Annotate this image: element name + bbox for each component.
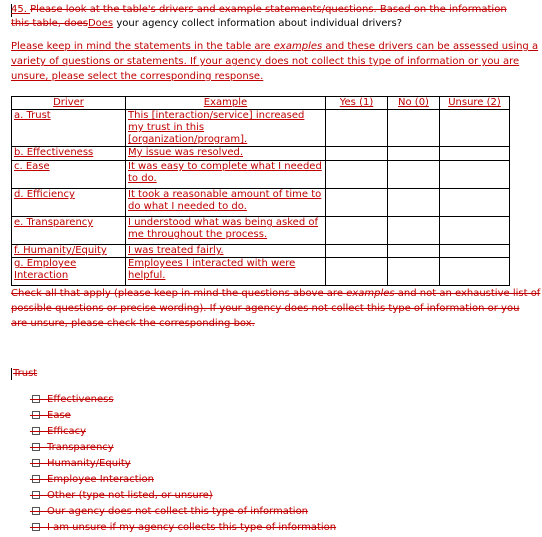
question-text-line2: this table, doesDoes your agency collect information about individual drivers? (11, 18, 403, 29)
no-response-cell[interactable] (388, 147, 440, 161)
header-unsure: Unsure (2) (440, 97, 510, 110)
yes-response-cell[interactable] (326, 147, 388, 161)
unsure-response-cell[interactable] (440, 161, 510, 189)
deleted-options-list (32, 391, 336, 535)
list-item (32, 519, 336, 535)
unsure-response-cell[interactable] (440, 245, 510, 258)
question-rest: your agency collect information about individual drivers? (113, 18, 403, 29)
deleted-trust-label: Trust (13, 368, 38, 379)
yes-response-cell[interactable] (326, 161, 388, 189)
text-cursor-2 (11, 368, 12, 380)
no-response-cell[interactable] (388, 189, 440, 217)
question-number: 45. (11, 4, 31, 15)
table-row (12, 245, 510, 258)
no-response-cell[interactable] (388, 110, 440, 147)
option-label: Transparency (47, 441, 114, 453)
yes-response-cell[interactable] (326, 110, 388, 147)
yes-response-cell[interactable] (326, 258, 388, 286)
deleted-instruction-line-3: are unsure, please check the corresponding box. (11, 318, 255, 329)
list-item (32, 439, 336, 455)
example-cell: My issue was resolved. (126, 147, 326, 161)
header-no: No (0) (388, 97, 440, 110)
checkbox-icon[interactable] (32, 443, 40, 451)
unsure-response-cell[interactable] (440, 217, 510, 245)
table-row (12, 258, 510, 286)
no-response-cell[interactable] (388, 258, 440, 286)
unsure-response-cell[interactable] (440, 189, 510, 217)
example-cell: It took a reasonable amount of time to do what I needed to do. (126, 189, 326, 217)
driver-cell: d. Efficiency (12, 189, 126, 217)
driver-cell: c. Ease (12, 161, 126, 189)
driver-table (11, 96, 510, 286)
table-header-row (12, 97, 510, 110)
checkbox-icon[interactable] (32, 411, 40, 419)
option-label: Efficacy (47, 425, 87, 437)
checkbox-icon[interactable] (32, 507, 40, 515)
table-row (12, 147, 510, 161)
checkbox-icon[interactable] (32, 427, 40, 435)
unsure-response-cell[interactable] (440, 110, 510, 147)
list-item (32, 487, 336, 503)
unsure-response-cell[interactable] (440, 258, 510, 286)
table-row (12, 189, 510, 217)
no-response-cell[interactable] (388, 217, 440, 245)
driver-cell: e. Transparency (12, 217, 126, 245)
option-label: Other (type not listed, or unsure) (47, 489, 213, 501)
table-row (12, 161, 510, 189)
yes-response-cell[interactable] (326, 217, 388, 245)
driver-cell: g. Employee Interaction (12, 258, 126, 286)
table-row (12, 110, 510, 147)
example-cell: I understood what was being asked of me throughout the process. (126, 217, 326, 245)
note-line-2: variety of questions or statements. If your agency does not collect this type of information or you are (11, 56, 520, 67)
example-cell: I was treated fairly. (126, 245, 326, 258)
checkbox-icon[interactable] (32, 459, 40, 467)
example-cell: It was easy to complete what I needed to do. (126, 161, 326, 189)
header-example: Example (126, 97, 326, 110)
yes-response-cell[interactable] (326, 245, 388, 258)
example-cell: Employees I interacted with were helpful. (126, 258, 326, 286)
yes-response-cell[interactable] (326, 189, 388, 217)
option-label: Employee Interaction (47, 473, 154, 485)
note-line-1: Please keep in mind the statements in the table are examples and these drivers can be assessed using a (11, 41, 539, 52)
question-deleted-text: Please look at the table's drivers and example statements/questions. Based on the information (30, 4, 507, 15)
list-item (32, 423, 336, 439)
option-label: Ease (47, 409, 71, 421)
unsure-response-cell[interactable] (440, 147, 510, 161)
header-yes: Yes (1) (326, 97, 388, 110)
list-item (32, 407, 336, 423)
option-label: Our agency does not collect this type of information (47, 505, 309, 517)
driver-cell: b. Effectiveness (12, 147, 126, 161)
no-response-cell[interactable] (388, 245, 440, 258)
example-cell: This [interaction/service] increased my trust in this [organization/program]. (126, 110, 326, 147)
table-row (12, 217, 510, 245)
option-label: Humanity/Equity (47, 457, 131, 469)
option-label: I am unsure if my agency collects this type of information (47, 521, 337, 533)
list-item (32, 391, 336, 407)
list-item (32, 503, 336, 519)
header-driver: Driver (12, 97, 126, 110)
no-response-cell[interactable] (388, 161, 440, 189)
checkbox-icon[interactable] (32, 395, 40, 403)
checkbox-icon[interactable] (32, 475, 40, 483)
question-text (11, 3, 507, 17)
question-inserted-word: Does (87, 18, 114, 29)
checkbox-icon[interactable] (32, 523, 40, 531)
deleted-instruction-line-2: possible questions or precise wording). If your agency does not collect this type of information or you (11, 303, 520, 314)
deleted-instruction-line-1: Check all that apply (please keep in mind the questions above are examples and not an exhaustive list of (11, 288, 541, 299)
note-line-3: unsure, please select the corresponding response. (11, 71, 264, 82)
option-label: Effectiveness (47, 393, 114, 405)
driver-cell: a. Trust (12, 110, 126, 147)
checkbox-icon[interactable] (32, 491, 40, 499)
list-item (32, 455, 336, 471)
driver-cell: f. Humanity/Equity (12, 245, 126, 258)
list-item (32, 471, 336, 487)
